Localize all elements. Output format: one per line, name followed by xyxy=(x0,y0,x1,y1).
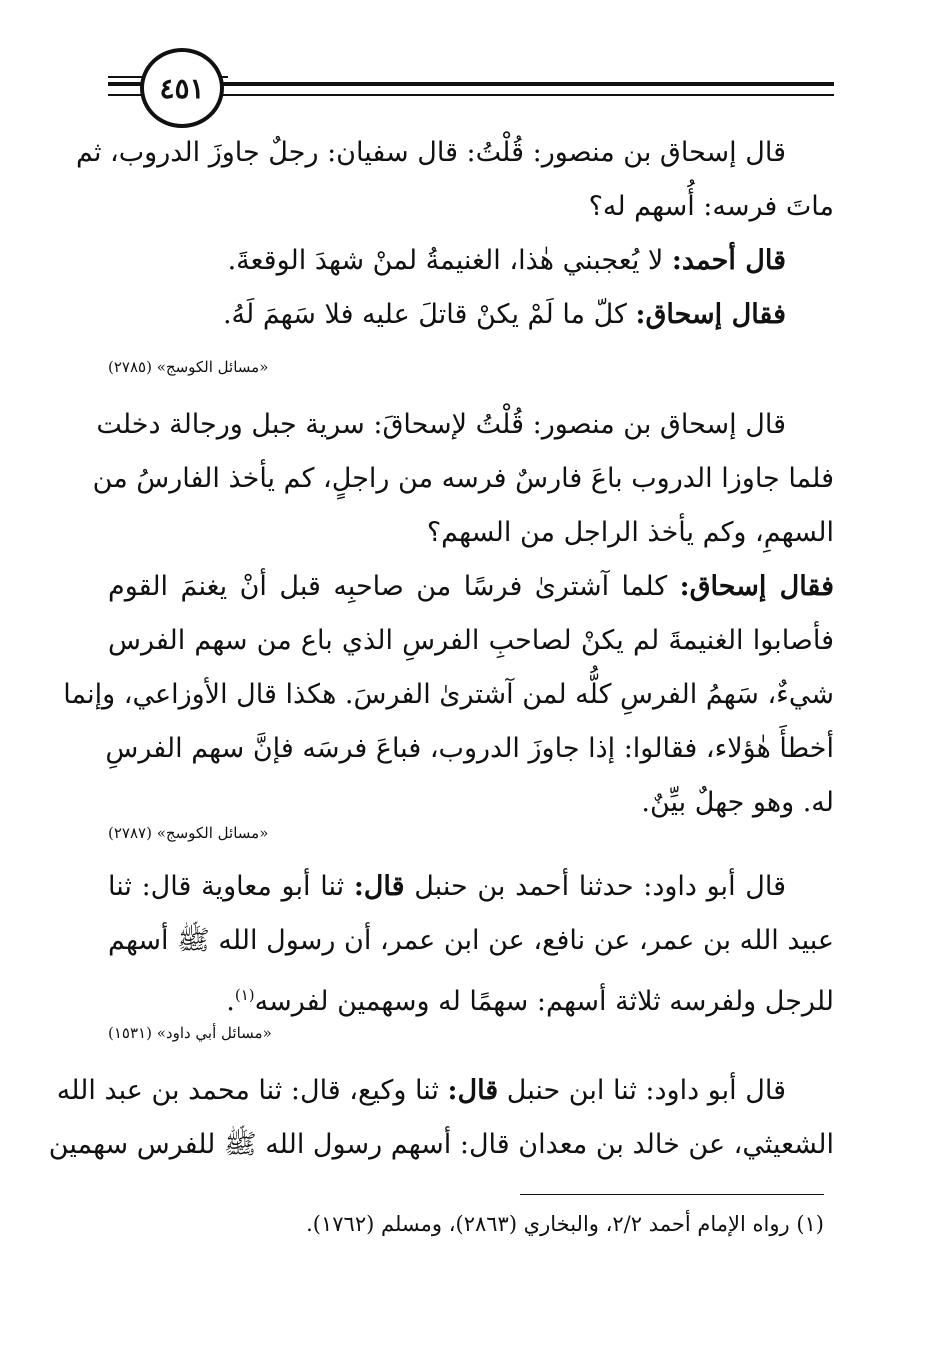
bold-label: قال: xyxy=(353,871,405,902)
bold-label: قال: xyxy=(447,1075,499,1106)
paragraph-line: ماتَ فرسه: أُسهم له؟ xyxy=(588,191,834,222)
speaker-label: فقال إسحاق: xyxy=(635,299,786,330)
text-segment: قال أبو داود: ثنا ابن حنبل xyxy=(498,1075,786,1106)
speaker-label: قال أحمد: xyxy=(671,245,786,276)
footnote-marker: (١) xyxy=(234,986,255,1004)
source-citation: «مسائل أبي داود» (١٥٣١) xyxy=(108,1024,272,1042)
paragraph-line: الشعيثي، عن خالد بن معدان قال: أسهم رسول الله ﷺ للفرس سهمين xyxy=(48,1129,834,1160)
paragraph-line xyxy=(108,860,834,914)
paragraph-line: فلما جاوزا الدروب باعَ فارسٌ فرسه من راجلٍ، كم يأخذ الفارسُ من xyxy=(92,463,834,494)
paragraph-line: السهمِ، وكم يأخذ الراجل من السهم؟ xyxy=(426,517,834,548)
text-segment: ثنا أبو معاوية قال: ثنا xyxy=(108,871,354,902)
paragraph-line: فأصابوا الغنيمةَ لم يكنْ لصاحبِ الفرسِ الذي باع من سهم الفرس xyxy=(108,625,834,656)
paragraph-line-ishaq xyxy=(108,288,834,342)
paragraph-line: أخطأَ هٰؤلاء، فقالوا: إذا جاوزَ الدروب، فباعَ فرسَه فإنَّ سهم الفرسِ xyxy=(105,733,834,764)
ahmad-answer: لا يُعجبني هٰذا، الغنيمةُ لمنْ شهدَ الوقعةَ. xyxy=(227,245,672,276)
ishaq-answer: كلما آشترىٰ فرسًا من صاحبِه قبل أنْ يغنمَ القوم xyxy=(108,571,680,602)
paragraph-line: له. وهو جهلٌ بيِّنٌ. xyxy=(641,787,834,818)
paragraph-line: قال إسحاق بن منصور: قُلْتُ: قال سفيان: رجلٌ جاوزَ الدروب، ثم xyxy=(75,137,786,168)
paragraph-line-ishaq xyxy=(108,560,834,614)
page-number: ٤٥١ xyxy=(159,71,205,105)
footnote-number: (١) xyxy=(796,1212,824,1236)
paragraph-line xyxy=(56,1064,834,1118)
section-3 xyxy=(108,860,834,1029)
text-segment: قال أبو داود: حدثنا أحمد بن حنبل xyxy=(404,871,787,902)
footnote xyxy=(306,1208,824,1240)
paragraph-line: للرجل ولفرسه ثلاثة أسهم: سهمًا له وسهمين لفرسه$^{(١)}$. xyxy=(226,986,834,1017)
footnote-text: رواه الإمام أحمد ٢/٢، والبخاري (٢٨٦٣)، ومسلم (١٧٦٢). xyxy=(306,1212,790,1236)
page-number-badge xyxy=(140,48,224,128)
paragraph-line: عبيد الله بن عمر، عن نافع، عن ابن عمر، أن رسول الله ﷺ أسهم xyxy=(108,925,834,956)
paragraph-line-ahmad xyxy=(108,234,834,288)
footnote-rule xyxy=(520,1194,824,1195)
text-segment: ثنا وكيع، قال: ثنا محمد بن عبد الله xyxy=(56,1075,448,1106)
source-citation: «مسائل الكوسج» (٢٧٨٧) xyxy=(108,824,269,842)
paragraph-line: قال إسحاق بن منصور: قُلْتُ لإسحاقَ: سرية جبل ورجالة دخلت xyxy=(96,409,786,440)
section-4 xyxy=(48,1064,834,1172)
ishaq-answer: كلّ ما لَمْ يكنْ قاتلَ عليه فلا سَهمَ لَهُ. xyxy=(222,299,636,330)
section-2 xyxy=(63,398,834,830)
speaker-label: فقال إسحاق: xyxy=(679,571,834,602)
source-citation: «مسائل الكوسج» (٢٧٨٥) xyxy=(108,358,269,376)
paragraph-line: شيءٌ، سَهمُ الفرسِ كلُّه لمن آشترىٰ الفرسَ. هكذا قال الأوزاعي، وإنما xyxy=(63,679,834,710)
section-1 xyxy=(75,126,834,342)
text-segment: للرجل ولفرسه ثلاثة أسهم: سهمًا له وسهمين لفرسه xyxy=(254,986,834,1017)
